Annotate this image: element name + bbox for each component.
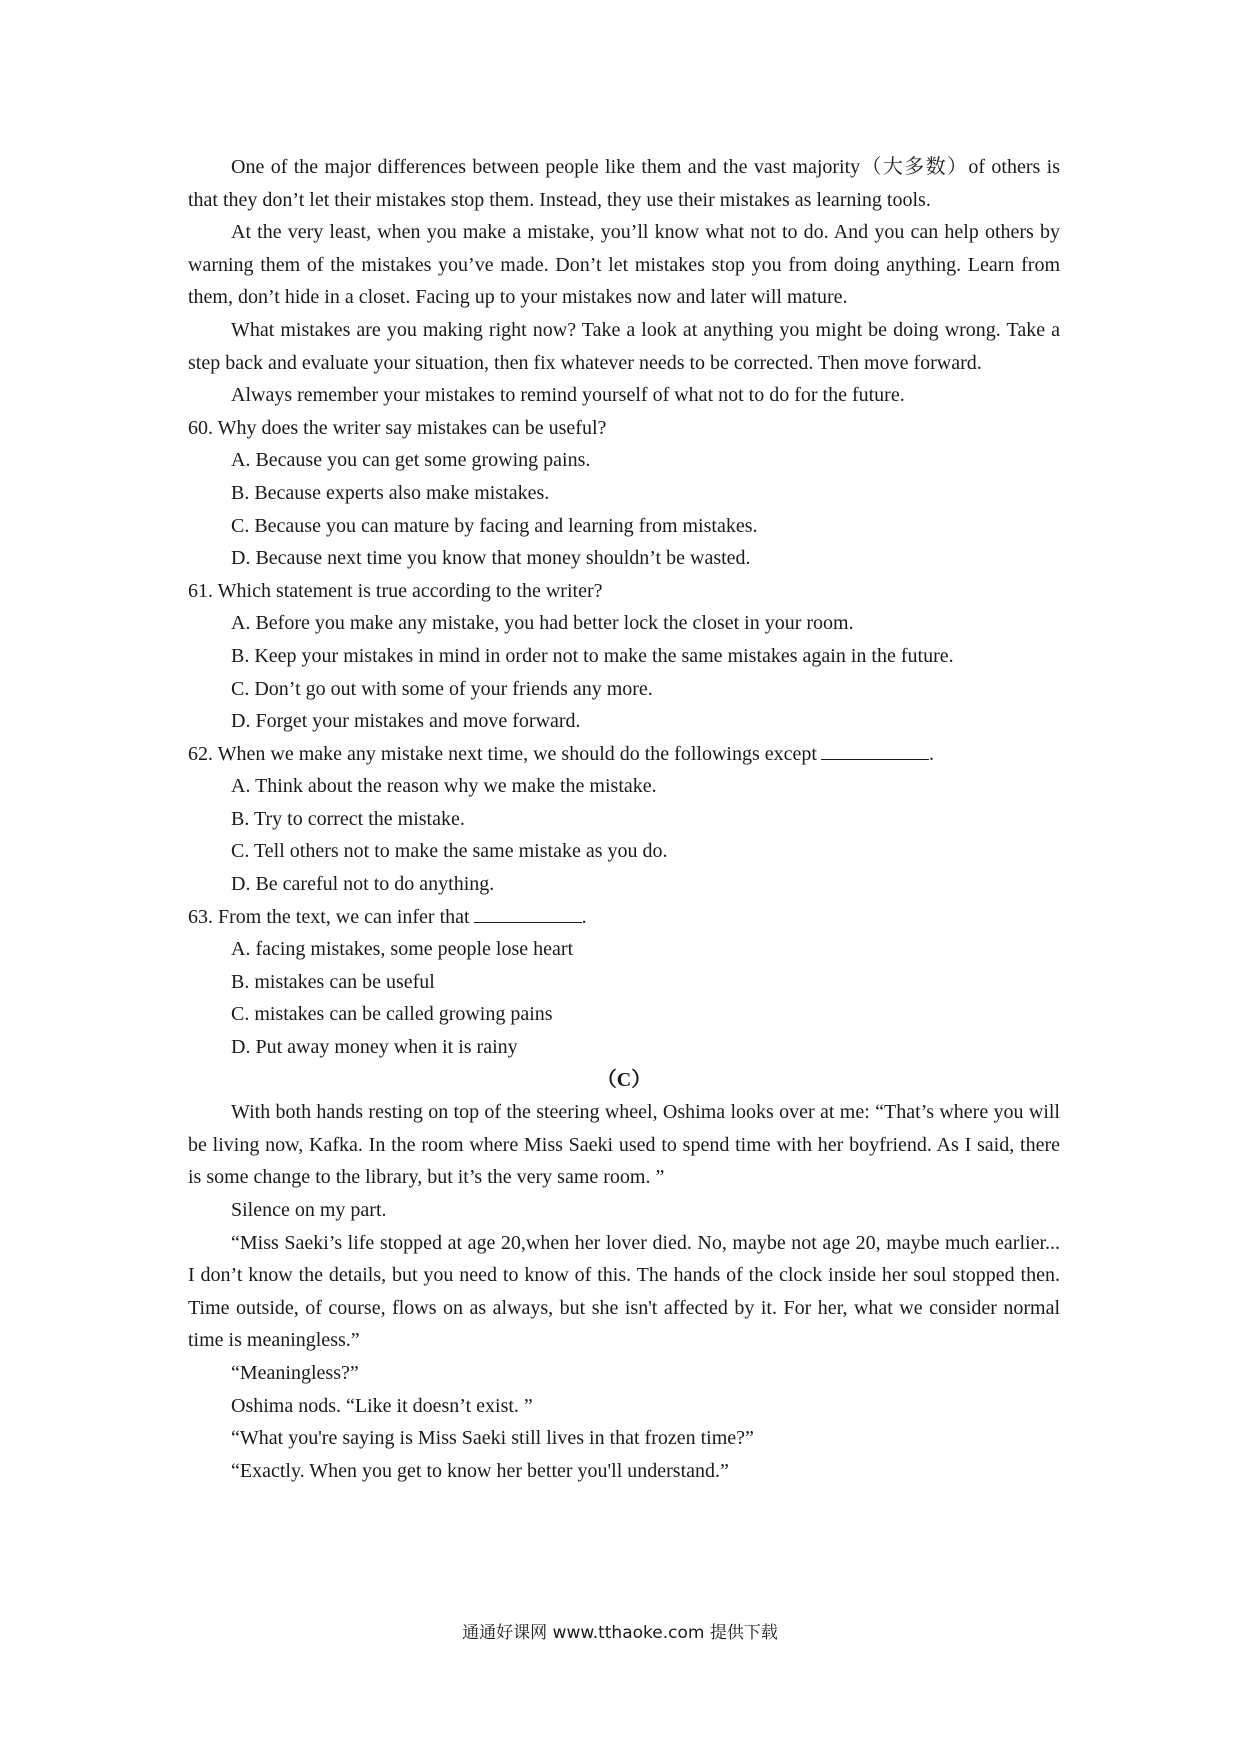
option-c: C. mistakes can be called growing pains	[231, 1003, 553, 1026]
answer-blank	[821, 739, 929, 760]
passage-paragraph: “Meaningless?”	[231, 1361, 359, 1384]
question-stem: 62. When we make any mistake next time, we should do the followings except	[188, 742, 817, 765]
page-content	[188, 151, 1060, 1487]
question-63	[188, 901, 1060, 1064]
passage-paragraph: “Miss Saeki’s life stopped at age 20,when her lover died. No, maybe not age 20, maybe much earlier... I don’t know the details, but you need to know of this. The hands of the clock inside her soul stopped then. Time outside, of course, flows on as always, but she isn't affected by it. For her, what we consider normal time is meaningless.”	[188, 1231, 1060, 1352]
answer-blank	[474, 902, 582, 923]
option-b: B. Try to correct the mistake.	[231, 807, 465, 830]
option-c: C. Because you can mature by facing and learning from mistakes.	[231, 514, 758, 537]
passage-paragraph: At the very least, when you make a mistake, you’ll know what not to do. And you can help others by warning them of the mistakes you’ve made. Don’t let mistakes stop you from doing anything. Learn from them, don’t hide in a closet. Facing up to your mistakes now and later will mature.	[188, 221, 1060, 309]
option-b: B. Keep your mistakes in mind in order not to make the same mistakes again in the future.	[231, 644, 954, 667]
passage-paragraph: One of the major differences between people like them and the vast majority（大多数）of others is that they don’t let their mistakes stop them. Instead, they use their mistakes as learning tools.	[188, 156, 1060, 211]
passage-paragraph: “Exactly. When you get to know her better you'll understand.”	[231, 1459, 729, 1482]
option-a: A. Before you make any mistake, you had better lock the closet in your room.	[231, 612, 854, 635]
section-title: （C）	[596, 1068, 652, 1091]
question-stem: 61. Which statement is true according to the writer?	[188, 579, 603, 602]
question-stem: 60. Why does the writer say mistakes can be useful?	[188, 416, 607, 439]
question-stem-line: 62. When we make any mistake next time, we should do the followings except .	[188, 738, 1060, 771]
passage-paragraph: Silence on my part.	[231, 1199, 387, 1221]
question-stem-line: 63. From the text, we can infer that .	[188, 901, 1060, 934]
option-d: D. Forget your mistakes and move forward.	[231, 710, 581, 733]
passage-paragraph: Oshima nods. “Like it doesn’t exist. ”	[231, 1394, 533, 1417]
passage-paragraph: “What you're saying is Miss Saeki still lives in that frozen time?”	[231, 1427, 754, 1450]
option-d: D. Be careful not to do anything.	[231, 873, 495, 896]
question-stem: 63. From the text, we can infer that	[188, 905, 470, 928]
page-footer: 通通好课网 www.tthaoke.com 提供下载	[462, 1623, 778, 1643]
option-b: B. mistakes can be useful	[231, 970, 435, 993]
passage-paragraph: Always remember your mistakes to remind yourself of what not to do for the future.	[231, 384, 905, 407]
option-a: A. Think about the reason why we make the mistake.	[231, 775, 657, 798]
passage-paragraph: What mistakes are you making right now? Take a look at anything you might be doing wrong. Take a step back and evaluate your situation, then fix whatever needs to be corrected. Then move forward.	[188, 318, 1060, 374]
question-61	[188, 575, 1060, 738]
passage-paragraph: With both hands resting on top of the steering wheel, Oshima looks over at me: “That’s where you will be living now, Kafka. In the room where Miss Saeki used to spend time with her boyfriend. As I said, there is some change to the library, but it’s the very same room. ”	[188, 1101, 1060, 1189]
option-a: A. Because you can get some growing pains.	[231, 449, 591, 472]
option-d: D. Because next time you know that money shouldn’t be wasted.	[231, 547, 751, 570]
question-62	[188, 738, 1060, 901]
option-a: A. facing mistakes, some people lose heart	[231, 938, 574, 961]
option-d: D. Put away money when it is rainy	[231, 1036, 518, 1059]
question-60	[188, 412, 1060, 575]
option-b: B. Because experts also make mistakes.	[231, 481, 550, 504]
option-c: C. Tell others not to make the same mistake as you do.	[231, 840, 668, 863]
option-c: C. Don’t go out with some of your friends any more.	[231, 677, 653, 700]
